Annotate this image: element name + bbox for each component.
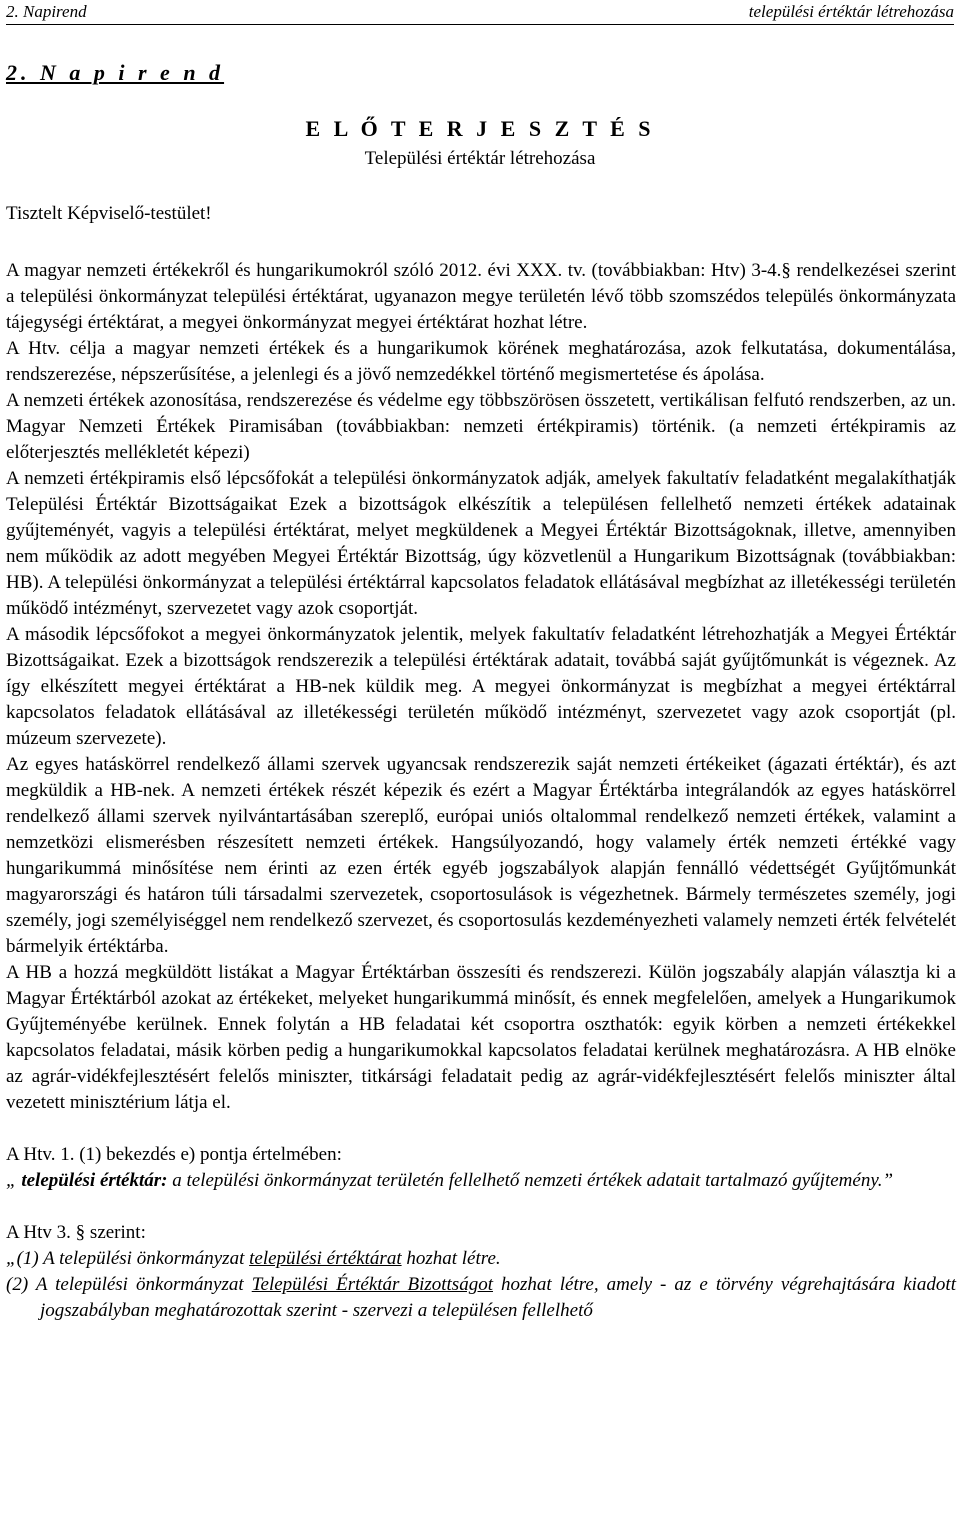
clause-underlined: Települési Értéktár Bizottságot	[251, 1274, 493, 1295]
running-header	[6, 2, 954, 25]
greeting: Tisztelt Képviselő-testület!	[6, 203, 212, 224]
paragraph: A Htv. célja a magyar nemzeti értékek és a hungarikumok körének meghatározása, azok felkutatása, dokumentálása, rendszerezése, népszerűsítése, a jelenlegi és a jövő nemzedékkel történő megismertetése és ápolása.	[6, 338, 956, 385]
document-body	[6, 258, 956, 1324]
htv3-intro: A Htv 3. § szerint:	[6, 1222, 146, 1243]
paragraph: A HB a hozzá megküldött listákat a Magyar Értéktárban összesíti és rendszerezi. Külön jogszabály alapján választja ki a Magyar Értéktárból azokat az értékeket, melyeket hungarikummá minősít, és ennek megfelelően, amelyek a Hungarikumok Gyűjteményébe kerülnek. Ennek folytán a HB feladatai két csoportra oszthatók: egyik körben a nemzeti értékekkel kapcsolatos feladatai, másik körben pedig a hungarikumokkal kapcsolatos feladatai kerülnek meghatározásra. A HB elnöke az agrár-vidékfejlesztésért felelős miniszter, titkársági feladatait pedig az agrár-vidékfejlesztésért felelős miniszter által vezetett minisztérium látja el.	[6, 962, 956, 1113]
paragraph: A magyar nemzeti értékekről és hungarikumokról szóló 2012. évi XXX. tv. (továbbiakban: Htv) 3-4.§ rendelkezései szerint a települési önkormányzat települési értéktárat, ugyanazon megye területén lévő több szomszédos település önkormányzata tájegységi értéktárat, a megyei önkormányzat megyei értéktárat hozhat létre.	[6, 260, 956, 333]
clause-underlined: települési értéktárat	[249, 1248, 402, 1269]
paragraph: A nemzeti értékek azonosítása, rendszerezése és védelme egy többszörösen összetett, vertikálisan felfutó rendszerben, az un. Magyar Nemzeti Értékek Piramisában (továbbiakban: nemzeti értékpiramis) történik. (a nemzeti értékpiramis az előterjesztés mellékletét képezi)	[6, 390, 956, 463]
paragraph: A nemzeti értékpiramis első lépcsőfokát a települési önkormányzatok adják, amelyek fakultatív feladatként megalakíthatják Települési Értéktár Bizottságaikat Ezek a bizottságok elkészítik a településen fellelhető nemzeti értékek adatainak gyűjteményét, vagyis a települési értéktárat, melyet megküldenek a Megyei Értéktár Bizottságoknak, illetve, amennyiben nem működik az adott megyében Megyei Értéktár Bizottság, úgy közvetlenül a Hungarikum Bizottságnak (továbbiakban: HB). A települési önkormányzat a települési értéktárral kapcsolatos feladatok ellátásával megbízhat az illetékességi területén működő intézményt, szervezetet vagy azok csoportját.	[6, 468, 956, 619]
clause-text: (2) A települési önkormányzat	[6, 1274, 252, 1295]
htv1-definition	[6, 1168, 956, 1194]
htv1-intro: A Htv. 1. (1) bekezdés e) pontja értelmében:	[6, 1144, 342, 1165]
defined-term: települési értéktár:	[21, 1170, 168, 1191]
paragraph: A második lépcsőfokot a megyei önkormányzatok jelentik, melyek fakultatív feladatként létrehozhatják a Megyei Értéktár Bizottságaikat. Ezek a bizottságok rendszerezik a települési értéktárak adatait, továbbá saját gyűjtőmunkát is végeznek. Az így elkészített megyei értéktárat a HB-nek küldik meg. A megyei önkormányzat is megbízhat a megyei értéktárral kapcsolatos feladatok ellátásával az illetékességi területén működő intézményt, szervezetet vagy azok csoportját (pl. múzeum szervezete).	[6, 624, 956, 749]
paragraph: Az egyes hatáskörrel rendelkező állami szervek ugyancsak rendszerezik saját nemzeti értékeiket (ágazati értéktár), és azt megküldik a HB-nek. A nemzeti értékek részét képezik és ezért a Magyar Értéktárba integrálandók az egyes hatáskörrel rendelkező állami szervek nyilvántartásában szereplő, európai uniós oltalommal rendelkező nemzeti értékek, valamint a nemzetközi elismerésben részesített nemzeti értékek. Hangsúlyozandó, hogy valamely érték nemzeti értékké vagy hungarikummá minősítése nem érinti az ezen érték egyéb jogszabályok alapján fennálló védettségét Gyűjtőmunkát magyarországi és határon túli társadalmi szervezetek, csoportosulások is végezhetnek. Bármely természetes személy, jogi személy, jogi személyiséggel nem rendelkező szervezet, és csoportosulás kezdeményezheti valamely nemzeti érték felvételét bármelyik értéktárba.	[6, 754, 956, 957]
definition-text: a települési önkormányzat területén fellelhető nemzeti értékek adatait tartalmazó gyűjtemény.”	[167, 1170, 894, 1191]
spacer	[6, 1194, 956, 1220]
quote-mark: „	[6, 1170, 17, 1191]
htv3-clause-1	[6, 1246, 956, 1272]
header-right: települési értéktár létrehozása	[748, 2, 954, 21]
clause-text: hozhat létre, amely - az e törvény végrehajtására kiadott jogszabályban meghatározottak szerint - szervezi a településen fellelhető	[40, 1274, 956, 1321]
htv3-clause-2	[6, 1272, 956, 1324]
clause-text: „(1) A települési önkormányzat	[6, 1248, 250, 1269]
clause-text: hozhat létre.	[401, 1248, 501, 1269]
proposal-subtitle: Települési értéktár létrehozása	[364, 148, 596, 169]
spacer	[6, 1116, 956, 1142]
agenda-title: 2. N a p i r e n d	[6, 60, 225, 85]
header-left: 2. Napirend	[6, 2, 87, 21]
proposal-heading: E L Ő T E R J E S Z T É S	[305, 116, 655, 141]
